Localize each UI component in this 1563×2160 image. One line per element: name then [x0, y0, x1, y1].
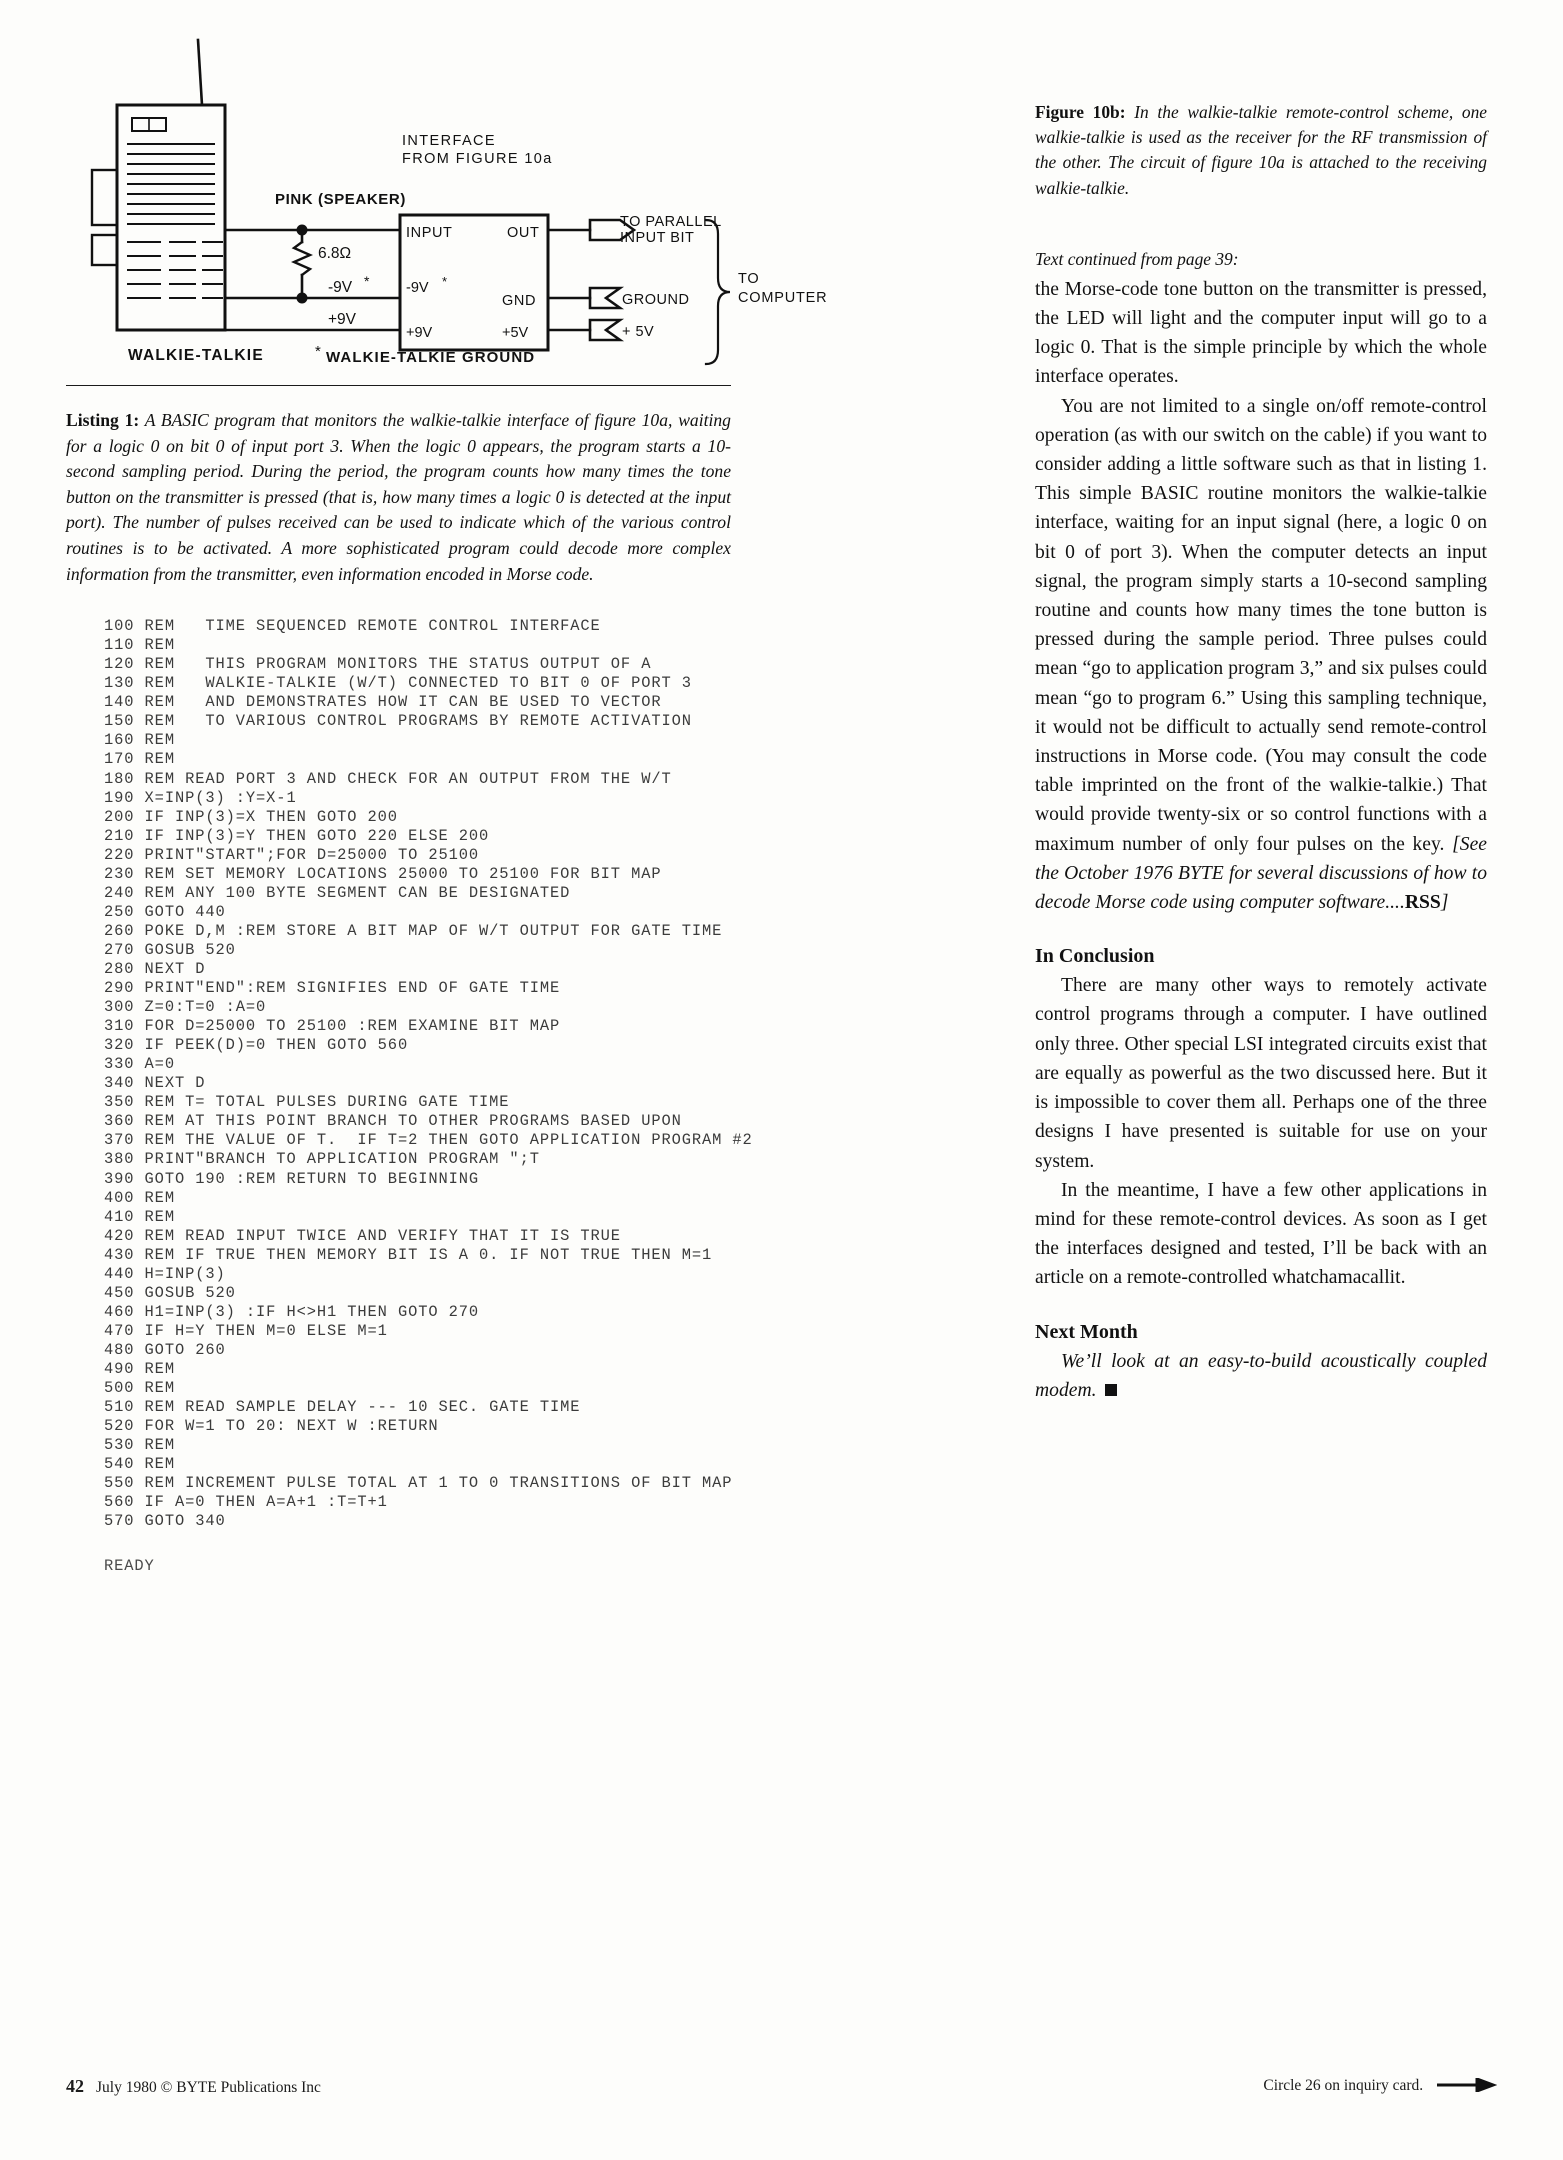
- listing-line: 250 GOTO 440: [104, 902, 226, 921]
- listing-line: 240 REM ANY 100 BYTE SEGMENT CAN BE DESIGNATED: [104, 883, 571, 902]
- listing-line: 170 REM: [104, 750, 175, 769]
- left-column: [66, 385, 753, 1576]
- walkie-talkie-side-nub: [92, 170, 117, 225]
- heading-next-month: Next Month: [1035, 1320, 1138, 1343]
- label-to-computer-2: COMPUTER: [738, 290, 828, 306]
- label-input: INPUT: [406, 225, 453, 241]
- horizontal-rule: [66, 385, 731, 386]
- listing-line: 460 H1=INP(3) :IF H<>H1 THEN GOTO 270: [104, 1302, 480, 1321]
- para5-text: We’ll look at an easy-to-build acoustically coupled modem.: [1035, 1350, 1487, 1401]
- listing-line: 130 REM WALKIE-TALKIE (W/T) CONNECTED TO BIT 0 OF PORT 3: [104, 674, 692, 693]
- figure-caption-lead: Figure 10b:: [1035, 102, 1126, 122]
- listing-line: 340 NEXT D: [104, 1074, 206, 1093]
- listing-line: 150 REM TO VARIOUS CONTROL PROGRAMS BY REMOTE ACTIVATION: [104, 712, 692, 731]
- listing-line: 360 REM AT THIS POINT BRANCH TO OTHER PROGRAMS BASED UPON: [104, 1112, 682, 1131]
- listing-line: 210 IF INP(3)=Y THEN GOTO 220 ELSE 200: [104, 826, 490, 845]
- label-gnd: GND: [502, 293, 537, 309]
- listing-line: 410 REM: [104, 1207, 175, 1226]
- page-number: 42: [66, 2076, 84, 2096]
- listing-line: 540 REM: [104, 1455, 175, 1474]
- label-resistor: 6.8Ω: [318, 245, 352, 262]
- listing-line: 350 REM T= TOTAL PULSES DURING GATE TIME: [104, 1093, 510, 1112]
- listing-line: 490 REM: [104, 1359, 175, 1378]
- listing-line: 400 REM: [104, 1188, 175, 1207]
- label-to-parallel-1: TO PARALLEL: [620, 214, 722, 230]
- walkie-talkie-body: [117, 105, 225, 330]
- listing-line: 110 REM: [104, 636, 175, 655]
- text-continued-note: Text continued from page 39:: [1035, 248, 1239, 269]
- label-minus9v-left: -9V: [328, 279, 353, 296]
- listing-line: 120 REM THIS PROGRAM MONITORS THE STATUS OUTPUT OF A: [104, 655, 652, 674]
- label-minus9v-left-star: *: [364, 273, 370, 289]
- label-minus9v-box-star: *: [442, 274, 448, 289]
- page-footer: [66, 2076, 1497, 2102]
- right-column: [1035, 100, 1487, 1405]
- basic-program-listing: [104, 617, 753, 1531]
- label-to-computer-1: TO: [738, 271, 760, 287]
- walkie-talkie-side-nub2: [92, 235, 117, 265]
- label-pink-speaker: PINK (SPEAKER): [275, 191, 406, 208]
- listing-line: 270 GOSUB 520: [104, 940, 236, 959]
- resistor-zigzag: [294, 242, 310, 275]
- listing-line: 530 REM: [104, 1436, 175, 1455]
- listing-line: 550 REM INCREMENT PULSE TOTAL AT 1 TO 0 TRANSITIONS OF BIT MAP: [104, 1474, 733, 1493]
- label-interface-line1: INTERFACE: [402, 133, 496, 149]
- body-paragraph-5: [1035, 1347, 1487, 1405]
- antenna-line: [198, 40, 202, 105]
- label-plus9v-left: +9V: [328, 311, 357, 328]
- listing-line: 260 POKE D,M :REM STORE A BIT MAP OF W/T OUTPUT FOR GATE TIME: [104, 921, 723, 940]
- listing-line: 140 REM AND DEMONSTRATES HOW IT CAN BE USED TO VECTOR: [104, 693, 662, 712]
- label-wt-ground: WALKIE-TALKIE GROUND: [326, 349, 536, 366]
- label-walkie-talkie: WALKIE-TALKIE: [128, 347, 264, 364]
- figure-caption: [1035, 100, 1487, 201]
- listing-caption-lead: Listing 1:: [66, 410, 140, 430]
- listing-line: 520 FOR W=1 TO 20: NEXT W :RETURN: [104, 1417, 439, 1436]
- listing-line: 560 IF A=0 THEN A=A+1 :T=T+1: [104, 1493, 388, 1512]
- listing-line: 320 IF PEEK(D)=0 THEN GOTO 560: [104, 1036, 409, 1055]
- body-paragraph-3: There are many other ways to remotely activate control programs through a computer. I have outlined only three. Other special LSI integrated circuits exist that are equally as powerful as the two discussed here. But it is impossible to cover them all. Perhaps one of the three designs I have presented is suitable for use on your system.: [1035, 975, 1487, 1172]
- listing-line: 330 A=0: [104, 1055, 175, 1074]
- label-plus5v-box: +5V: [502, 325, 529, 341]
- heading-in-conclusion: In Conclusion: [1035, 945, 1155, 968]
- label-wt-ground-star: *: [315, 343, 321, 360]
- body-paragraph-2: [1035, 392, 1487, 918]
- listing-line: 500 REM: [104, 1379, 175, 1398]
- body-paragraph-1: the Morse-code tone button on the transmitter is pressed, the LED will light and the computer input will go to a logic 0. That is the simple principle by which the whole interface operates.: [1035, 278, 1487, 388]
- listing-line: 200 IF INP(3)=X THEN GOTO 200: [104, 807, 398, 826]
- listing-line: 310 FOR D=25000 TO 25100 :REM EXAMINE BIT MAP: [104, 1017, 561, 1036]
- listing-line: 450 GOSUB 520: [104, 1283, 236, 1302]
- label-plus9v-box: +9V: [406, 325, 433, 341]
- listing-line: 280 NEXT D: [104, 960, 206, 978]
- para2-bracket-italic: [See the October 1976 BYTE for several discussions of how to decode Morse code using computer software....: [1035, 833, 1487, 914]
- figure-10b-schematic: [70, 30, 970, 390]
- listing-line: 390 GOTO 190 :REM RETURN TO BEGINNING: [104, 1169, 480, 1188]
- listing-line: 570 GOTO 340: [104, 1512, 226, 1531]
- computer-brace: [706, 220, 730, 364]
- listing-line: 190 X=INP(3) :Y=X-1: [104, 788, 297, 807]
- listing-line: 100 REM TIME SEQUENCED REMOTE CONTROL INTERFACE: [104, 617, 601, 636]
- listing-line: 370 REM THE VALUE OF T. IF T=2 THEN GOTO APPLICATION PROGRAM #2: [104, 1131, 753, 1150]
- para2-bracket-close: ]: [1440, 892, 1449, 914]
- listing-line: 510 REM READ SAMPLE DELAY --- 10 SEC. GATE TIME: [104, 1398, 581, 1417]
- right-arrow-icon: [1437, 2078, 1497, 2097]
- listing-line: 380 PRINT"BRANCH TO APPLICATION PROGRAM ";T: [104, 1150, 540, 1169]
- listing-line: 220 PRINT"START";FOR D=25000 TO 25100: [104, 845, 480, 864]
- schematic-svg: [70, 30, 970, 390]
- label-to-parallel-2: INPUT BIT: [620, 230, 695, 246]
- label-minus9v-box: -9V: [406, 280, 429, 296]
- listing-line: 230 REM SET MEMORY LOCATIONS 25000 TO 25100 FOR BIT MAP: [104, 864, 662, 883]
- arrow-svg: [1437, 2078, 1497, 2092]
- label-ground-out: GROUND: [622, 292, 690, 308]
- para2-bracket-bold: RSS: [1404, 892, 1441, 914]
- footer-right: [1263, 2076, 1497, 2095]
- listing-line: 180 REM READ PORT 3 AND CHECK FOR AN OUTPUT FROM THE W/T: [104, 769, 672, 788]
- speaker-grille: [128, 144, 222, 298]
- connector-ground: [590, 288, 620, 308]
- listing-line: 430 REM IF TRUE THEN MEMORY BIT IS A 0. IF NOT TRUE THEN M=1: [104, 1245, 713, 1264]
- figure-caption-text: In the walkie-talkie remote-control scheme, one walkie-talkie is used as the receiver for the RF transmission of the other. The circuit of figure 10a is attached to the receiving walkie-talkie.: [1035, 102, 1487, 198]
- body-paragraph-4: In the meantime, I have a few other applications in mind for these remote-control devices. As soon as I get the interfaces designed and tested, I’ll be back with an article on a remote-controlled whatchamacallit.: [1035, 1179, 1487, 1289]
- listing-ready-prompt: READY: [104, 1557, 155, 1576]
- listing-line: 300 Z=0:T=0 :A=0: [104, 998, 267, 1017]
- inquiry-card-text: Circle 26 on inquiry card.: [1263, 2077, 1424, 2094]
- footer-credit: July 1980 © BYTE Publications Inc: [96, 2079, 321, 2096]
- listing-line: 470 IF H=Y THEN M=0 ELSE M=1: [104, 1321, 388, 1340]
- listing-line: 480 GOTO 260: [104, 1340, 226, 1359]
- listing-caption-text: A BASIC program that monitors the walkie-talkie interface of figure 10a, waiting for a logic 0 on bit 0 of input port 3. When the logic 0 appears, the program starts a 10-second sampling period. During the period, the program counts how many times the tone button on the transmitter is pressed (that is, how many times a logic 0 is detected at the input port). The number of pulses received can be used to indicate which of the various control routines is to be activated. A more sophisticated program could decode more complex information from the transmitter, even information encoded in Morse code.: [66, 410, 731, 584]
- label-plus5-out: + 5V: [622, 324, 655, 340]
- end-mark-square: [1105, 1384, 1117, 1396]
- para2-main: You are not limited to a single on/off remote-control operation (as with our switch on the cable) if you want to consider adding a little software such as that in listing 1. This simple BASIC routine monitors the walkie-talkie interface, waiting for an input signal (here, a logic 0 on bit 0 of port 3). When the computer detects an input signal, the program simply starts a 10-second sampling routine and counts how many times the tone button is pressed during the sample period. Three pulses could mean “go to application program 3,” and six pulses could mean “go to program 6.” Using this sampling technique, it would not be difficult to actually send remote-control instructions in Morse code. (You may consult the code table imprinted on the front of the walkie-talkie.) That would provide twenty-six or so control functions with a maximum number of only four pulses on the key.: [1035, 395, 1487, 855]
- listing-line: 420 REM READ INPUT TWICE AND VERIFY THAT IT IS TRUE: [104, 1226, 621, 1245]
- listing-line: 160 REM: [104, 731, 175, 750]
- connector-plus5: [590, 320, 620, 340]
- label-interface-line2: FROM FIGURE 10a: [402, 151, 553, 167]
- label-out: OUT: [507, 225, 540, 241]
- listing-caption: [66, 408, 731, 587]
- footer-left: [66, 2076, 321, 2097]
- listing-line: 290 PRINT"END":REM SIGNIFIES END OF GATE TIME: [104, 979, 561, 998]
- listing-line: 440 H=INP(3): [104, 1264, 226, 1283]
